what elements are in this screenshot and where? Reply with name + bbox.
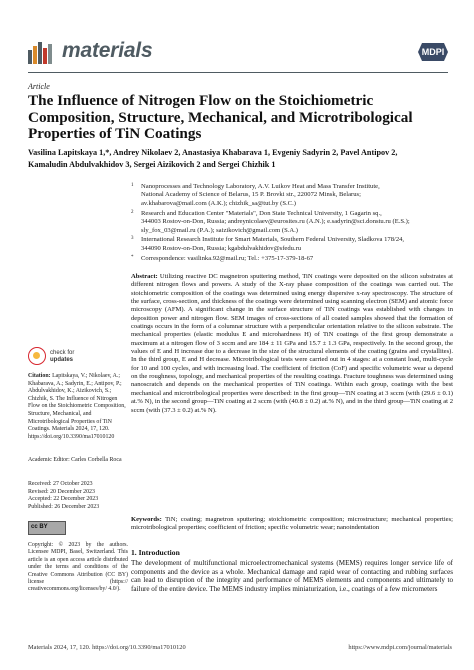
paper-title (28, 93, 448, 143)
affiliation-3 (131, 236, 461, 253)
keywords-label: Keywords: (131, 516, 162, 523)
cc-license-icon: cc BY (31, 524, 48, 530)
affiliation-line: Research and Education Center "Materials", Don State Technical University, 1 Gagarin sq., (141, 209, 382, 217)
author-line: Kamaludin Abdulvakhidov 3, Sergei Aizikovich 2 and Sergei Chizhik 1 (28, 160, 276, 170)
footer-citation[interactable]: Materials 2024, 17, 120. https://doi.org/10.3390/ma17010120 (28, 644, 186, 651)
affiliation-line: 344090 Rostov-on-Don, Russia; kgabdulvakhidov@sfedu.ru (141, 244, 302, 252)
affiliation-2 (131, 210, 461, 235)
abstract-text: Utilizing reactive DC magnetron sputtering method, TiN coatings were deposited on the silicon substrates at different nitrogen flows and powers. A study of the X-ray phase composition of the coatings was carried out. The stoichiometric composition of the coatings was determined using energy dispersive x-ray spectroscopy. The structure of the surface, cross-section, and thickness of the coatings were determined using scanning electron (SEM) and atomic force microscopy (AFM). A significant change in the surface structure of TiN coatings was established with changes in deposition power and nitrogen flow. SEM images of cross-sections of all coated samples showed that the formation of coatings occurs in the form of a columnar structure with a perpendicular orientation relative to the silicon substrate. The mechanical properties (elastic modulus E and microhardness H) of TiN coatings of the first group demonstrate a maximum at a nitrogen flow of 3 sccm and are 184 ± 11 GPa and 15.7 ± 1.3 GPa, respectively. In the second group, the values of E and H increase due to a decrease in the size of the structural elements of the coating (grains and crystallites). In the third group, E and H decrease. Microtribological tests were carried out in 4 stages: at a constant load, multi-cycle for 10 and 100 cycles, and with increasing load. The coefficient of friction (CoF) and specific volumetric wear ω depend on the roughness, topology, and mechanical properties of the resulting coatings. Fracture toughness was determined using nanoscratch and depends on the mechanical properties of TiN coatings. Within each group, coatings with the best mechanical and microtribological properties were described: in the first group—TiN coating at 3 sccm (with (29.6 ± 0.1) at.% N), in the second group—TiN coating at 2 sccm (with (40.8 ± 0.2) at.% N), and in the third group—TiN coating at 2 sccm (with (37.3 ± 0.2) at.% N). (131, 273, 453, 414)
mdpi-label: MDPI (421, 47, 445, 57)
affiliations (131, 183, 461, 265)
affiliation-line: av.khabarova@mail.com (A.K.); chizhik_sa@tut.by (S.C.) (141, 199, 296, 207)
affiliation-number: 1 (131, 183, 134, 188)
affiliation-line: National Academy of Science of Belarus, 15 P. Brovki str., 220072 Minsk, Belarus; (141, 191, 361, 199)
check-for-updates-label (50, 350, 74, 364)
sidebar (28, 347, 126, 369)
journal-logo-icon (28, 40, 56, 64)
received-date: Received: 27 October 2023 (28, 481, 93, 487)
check-for-updates-button[interactable] (28, 347, 126, 369)
affiliation-1 (131, 183, 461, 208)
mdpi-logo[interactable] (418, 43, 448, 61)
affiliation-line: 344003 Rostov-on-Don, Russia; andreynicolaev@eurosites.ru (A.N.); e.sadyrin@sci.donstu.ru (E.S.); (141, 218, 410, 226)
section-heading: 1. Introduction (131, 548, 180, 557)
published-date: Published: 26 December 2023 (28, 503, 100, 510)
accepted-date: Accepted: 22 December 2023 (28, 496, 99, 503)
header-rule (28, 72, 448, 73)
keywords-text: TiN; coating; magnetron sputtering; stoichiometric composition; microstructure; mechanical properties; microtribological properties; coefficient of friction; specific volumetric wear; nanoindentation (131, 516, 454, 532)
check-updates-line: updates (50, 356, 74, 363)
check-updates-line: check for (50, 350, 75, 356)
check-for-updates-dot (33, 352, 40, 359)
affiliation-number: * (131, 254, 134, 260)
check-for-updates-icon (28, 347, 46, 365)
title-line: Properties of TiN Coatings (28, 125, 202, 142)
author-list (28, 147, 458, 171)
copyright-notice: Copyright: © 2023 by the authors. Licensee MDPI, Basel, Switzerland. This article is an open access article distributed under the terms and conditions of the Creative Commons Attribution (CC BY) license (https:// creativecommons.org/licenses/by/ 4.0/). (28, 542, 128, 593)
cc-license-badge[interactable] (28, 521, 66, 535)
affiliation-line: Nanoprocesses and Technology Laboratory, A.V. Luikov Heat and Mass Transfer Institute, (141, 183, 380, 190)
introduction-text: The development of multifunctional microelectromechanical systems (MEMS) requires longer service life of components and the device as a whole. Mechanical damage and rapid wear of contacting and rubbing surfaces can lead to disruption of the integrity and performance of MEMS elements and components and ultimately to failure of the entire device. The MEMS industry implies miniaturization, i.e., coatings of a few micrometers (131, 559, 453, 594)
keywords (131, 516, 453, 533)
author-line: Vasilina Lapitskaya 1,*, Andrey Nikolaev 2, Anastasiya Khabarava 1, Evgeniy Sadyrin 2, Pavel Antipov 2, (28, 148, 398, 157)
academic-editor: Academic Editor: Carles Corbella Roca (28, 457, 122, 463)
affiliation-line: sly_fox_03@mail.ru (P.A.); saizikovich@gmail.com (S.A.) (141, 226, 299, 234)
abstract-label: Abstract: (131, 273, 158, 280)
revised-date: Revised: 20 December 2023 (28, 488, 95, 495)
journal-header (28, 40, 448, 68)
journal-name: materials (62, 39, 153, 62)
citation-text[interactable]: Lapitskaya, V.; Nikolaev, A.; Khabarava, A.; Sadyrin, E.; Antipov, P.; Abdulvakhidov, K.; Aizikovich, S.; Chizhik, S. The Influence of Nitrogen Flow on the Stoichiometric Composition, Structure, Mechanical, and Microtribological Properties of TiN Coatings. Materials 2024, 17, 120. https://doi.org/10.3390/ma17010120 (28, 373, 126, 440)
affiliation-number: 2 (131, 209, 134, 215)
title-line: Composition, Structure, Mechanical, and Microtribological (28, 108, 413, 126)
article-type: Article (28, 82, 50, 91)
citation (28, 373, 126, 441)
publication-dates (28, 481, 126, 511)
correspondence (131, 255, 461, 263)
title-line: The Influence of Nitrogen Flow on the Stoichiometric (28, 92, 374, 109)
footer-journal-link[interactable]: https://www.mdpi.com/journal/materials (348, 644, 452, 651)
abstract (131, 273, 453, 415)
citation-label: Citation: (28, 373, 51, 379)
affiliation-number: 3 (131, 236, 134, 242)
correspondence-line: Correspondence: vasilinka.92@mail.ru; Tel.: +375-17-379-18-67 (141, 254, 314, 262)
affiliation-line: International Research Institute for Smart Materials, Southern Federal University, Sladkova 178/24, (141, 236, 405, 244)
